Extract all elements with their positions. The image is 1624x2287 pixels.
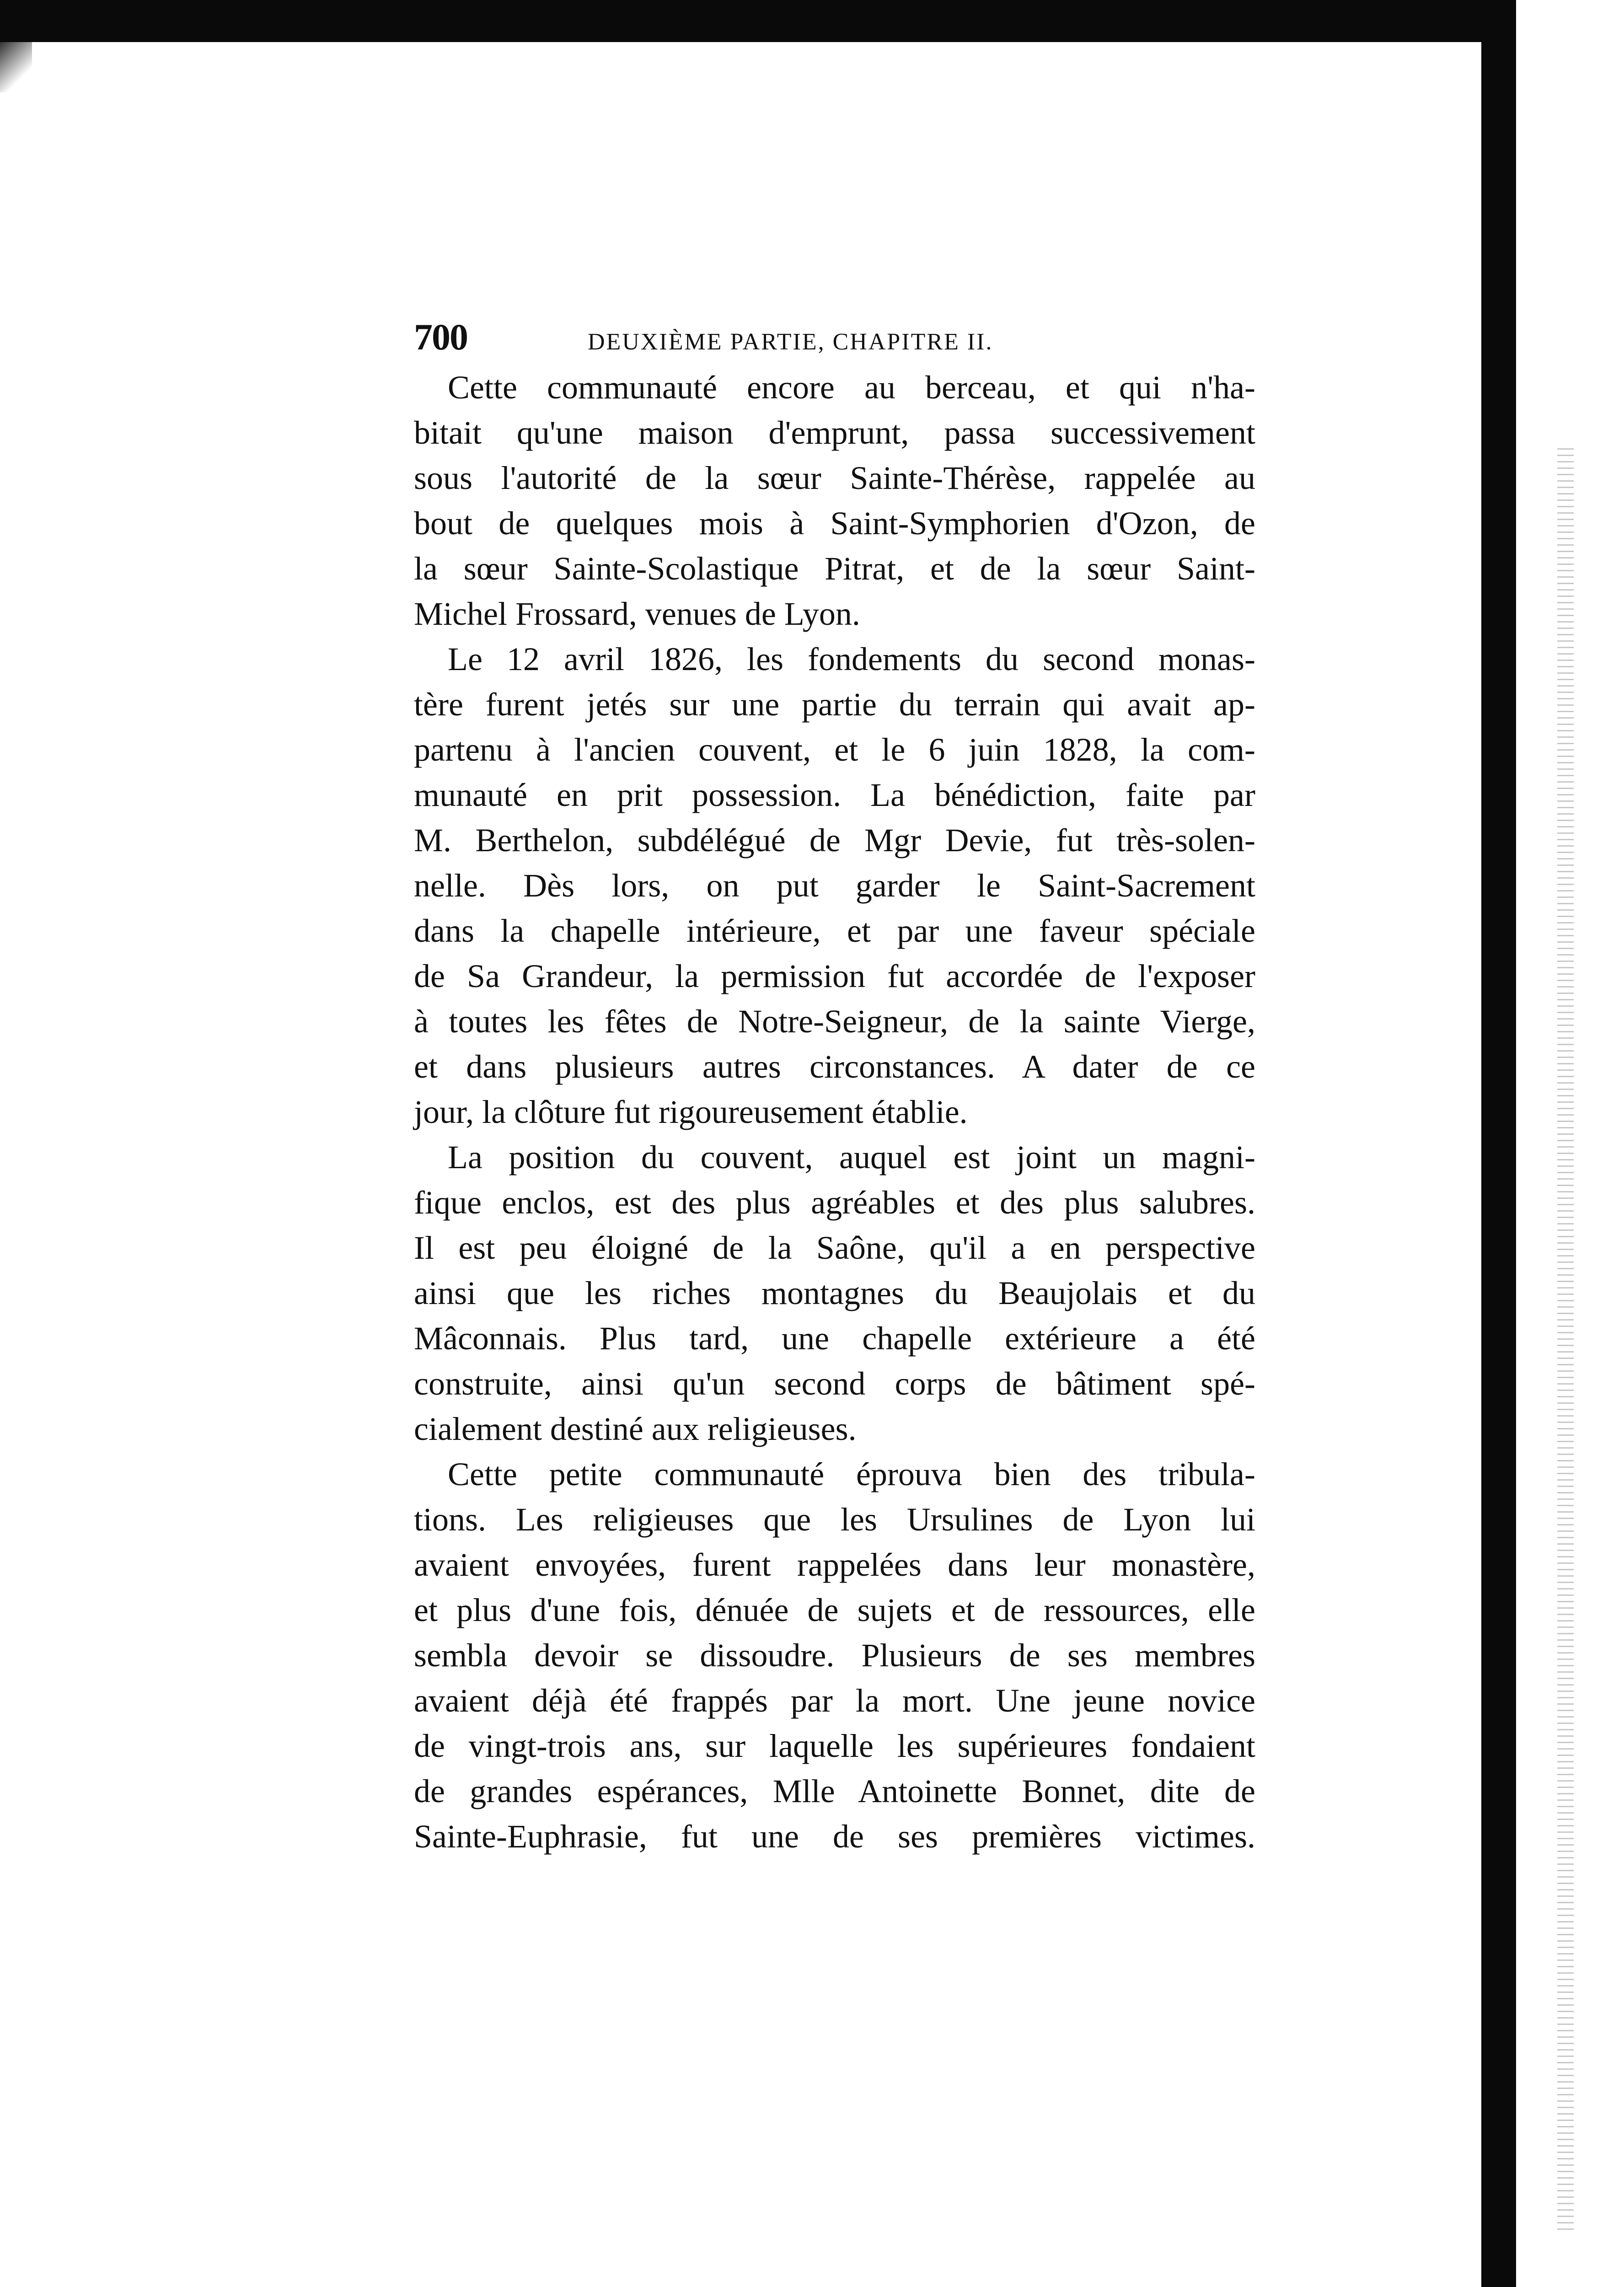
text-line: dans la chapelle intérieure, et par une faveur spéciale xyxy=(414,913,1255,949)
page-number: 700 xyxy=(414,316,467,358)
text-line: construite, ainsi qu'un second corps de bâtiment spé- xyxy=(414,1365,1255,1402)
scan-edge-speckle xyxy=(1557,448,1574,2232)
text-line: de Sa Grandeur, la permission fut accordée de l'exposer xyxy=(414,958,1255,994)
text-line: munauté en prit possession. La bénédiction, faite par xyxy=(414,777,1255,813)
book-page xyxy=(414,316,1255,1859)
text-line: nelle. Dès lors, on put garder le Saint-Sacrement xyxy=(414,867,1255,904)
paragraph-2 xyxy=(414,637,1255,1135)
text-line: Sainte-Euphrasie, fut une de ses premières victimes. xyxy=(414,1818,1255,1855)
text-line: la sœur Sainte-Scolastique Pitrat, et de la sœur Saint- xyxy=(414,550,1255,587)
running-head xyxy=(414,316,1255,360)
text-line: avaient déjà été frappés par la mort. Une jeune novice xyxy=(414,1682,1255,1719)
text-line: à toutes les fêtes de Notre-Seigneur, de la sainte Vierge, xyxy=(414,1003,1255,1040)
text-line: Michel Frossard, venues de Lyon. xyxy=(414,596,860,632)
scan-corner-mark xyxy=(0,42,32,92)
paragraph-4 xyxy=(414,1452,1255,1859)
text-line: sembla devoir se dissoudre. Plusieurs de ses membres xyxy=(414,1637,1255,1674)
text-line: ainsi que les riches montagnes du Beaujolais et du xyxy=(414,1275,1255,1311)
text-line: tère furent jetés sur une partie du terrain qui avait ap- xyxy=(414,686,1255,723)
text-line: Le 12 avril 1826, les fondements du second monas- xyxy=(448,641,1255,677)
text-line: cialement destiné aux religieuses. xyxy=(414,1411,857,1447)
text-line: tions. Les religieuses que les Ursulines de Lyon lui xyxy=(414,1501,1255,1538)
paragraph-3 xyxy=(414,1135,1255,1452)
text-line: partenu à l'ancien couvent, et le 6 juin 1828, la com- xyxy=(414,731,1255,768)
text-line: de grandes espérances, Mlle Antoinette Bonnet, dite de xyxy=(414,1773,1255,1809)
text-line: bitait qu'une maison d'emprunt, passa successivement xyxy=(414,414,1255,451)
text-line: Mâconnais. Plus tard, une chapelle extérieure a été xyxy=(414,1320,1255,1357)
text-line: sous l'autorité de la sœur Sainte-Thérèse, rappelée au xyxy=(414,460,1255,496)
chapter-heading: DEUXIÈME PARTIE, CHAPITRE II. xyxy=(588,329,993,355)
text-line: La position du couvent, auquel est joint un magni- xyxy=(448,1139,1255,1176)
text-line: M. Berthelon, subdélégué de Mgr Devie, fut très-solen- xyxy=(414,822,1255,859)
text-line: bout de quelques mois à Saint-Symphorien d'Ozon, de xyxy=(414,505,1255,542)
text-line: fique enclos, est des plus agréables et des plus salubres. xyxy=(414,1184,1255,1221)
text-line: jour, la clôture fut rigoureusement établie. xyxy=(414,1094,968,1130)
text-line: Cette communauté encore au berceau, et qui n'ha- xyxy=(448,369,1255,406)
text-line: et dans plusieurs autres circonstances. A dater de ce xyxy=(414,1048,1255,1085)
text-line: et plus d'une fois, dénuée de sujets et de ressources, elle xyxy=(414,1592,1255,1628)
text-line: avaient envoyées, furent rappelées dans leur monastère, xyxy=(414,1546,1255,1583)
scan-top-border xyxy=(0,0,1624,42)
paragraph-1 xyxy=(414,365,1255,637)
text-line: Cette petite communauté éprouva bien des tribula- xyxy=(448,1456,1255,1492)
text-line: Il est peu éloigné de la Saône, qu'il a en perspective xyxy=(414,1229,1255,1266)
body-text xyxy=(414,365,1255,1859)
text-line: de vingt-trois ans, sur laquelle les supérieures fondaient xyxy=(414,1728,1255,1764)
